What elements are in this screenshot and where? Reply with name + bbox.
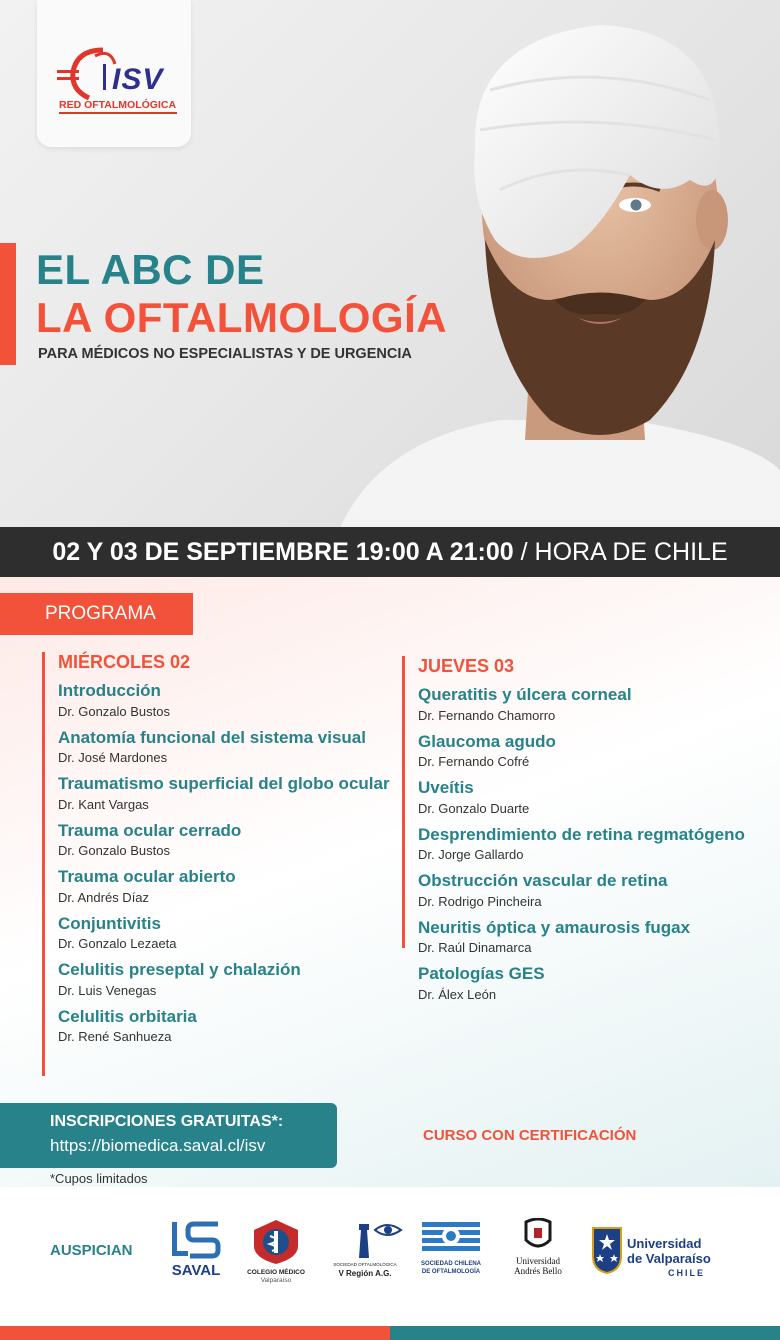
session-doctor: Dr. Gonzalo Duarte [418, 800, 530, 816]
day-label: JUEVES 03 [418, 656, 515, 676]
logo-subtitle: RED OFTALMOLÓGICA [59, 99, 177, 111]
striped-eye-icon [418, 1218, 484, 1258]
event-date: 02 Y 03 DE SEPTIEMBRE 19:00 A 21:00 [52, 538, 514, 566]
session-item [405, 683, 772, 725]
session-item [45, 819, 392, 861]
sponsors-label: AUSPICIAN [50, 1242, 133, 1259]
title-accent-bar [0, 243, 16, 365]
session-title: Uveítis [418, 778, 474, 797]
sponsor-name: SOCIEDAD OFTALMOLÓGICA [333, 1262, 397, 1267]
sponsor-unab-logo [506, 1218, 570, 1288]
saval-mark-icon [168, 1218, 224, 1260]
bandaged-man-image [300, 0, 780, 528]
session-item [405, 869, 772, 911]
session-doctor: Dr. Raúl Dinamarca [418, 940, 532, 955]
sponsor-name: Universidad [627, 1236, 702, 1251]
session-title: Queratitis y úlcera corneal [418, 685, 632, 704]
session-title: Trauma ocular cerrado [58, 820, 242, 840]
sponsor-sub: V Región A.G. [338, 1269, 392, 1278]
session-item [45, 772, 392, 814]
session-title: Celulitis orbitaria [58, 1006, 197, 1026]
session-title: Anatomía funcional del sistema visual [58, 727, 366, 747]
session-doctor: Dr. Rodrigo Pincheira [418, 893, 542, 909]
session-item [45, 912, 392, 954]
registration-title: INSCRIPCIONES GRATUITAS*: [50, 1113, 284, 1130]
logo-underline [59, 112, 177, 114]
session-item [45, 726, 392, 768]
session-item [405, 776, 772, 818]
session-title: Traumatismo superficial del globo ocular [58, 774, 390, 793]
session-item [45, 1005, 392, 1047]
session-title: Introducción [58, 681, 161, 700]
sponsor-sub: de Valparaíso [627, 1251, 711, 1266]
registration-link[interactable]: https://biomedica.saval.cl/isv [50, 1136, 266, 1155]
session-title: Trauma ocular abierto [58, 867, 236, 886]
date-bar [0, 527, 780, 577]
hero-banner [0, 0, 780, 528]
sponsor-soc-oftalmologica-logo [325, 1218, 405, 1288]
registration-box [0, 1103, 337, 1168]
session-item [45, 679, 392, 721]
sponsor-name: SAVAL [171, 1262, 221, 1279]
limited-spots-note: *Cupos limitados [50, 1171, 148, 1186]
sponsor-soc-chilena-logo [418, 1218, 484, 1288]
sponsor-sub: Valparaíso [260, 1277, 292, 1284]
sponsor-country: CHILE [668, 1268, 705, 1278]
session-title: Conjuntivitis [58, 913, 161, 933]
session-item [405, 730, 772, 772]
session-doctor: Dr. Fernando Cofré [418, 754, 530, 769]
session-title: Neuritis óptica y amaurosis fugax [418, 917, 691, 937]
day-column-wednesday [42, 652, 392, 1076]
page-subtitle: PARA MÉDICOS NO ESPECIALISTAS Y DE URGENCIA [38, 346, 412, 362]
page-title-line1: EL ABC DE [36, 246, 265, 293]
session-doctor: Dr. Luis Venegas [58, 982, 157, 998]
session-doctor: Dr. Andrés Díaz [58, 889, 150, 905]
session-item [405, 823, 772, 865]
session-doctor: Dr. René Sanhueza [58, 1029, 172, 1044]
lighthouse-eye-icon [325, 1218, 405, 1262]
university-crest-icon [506, 1218, 570, 1252]
certification-label: CURSO CON CERTIFICACIÓN [423, 1127, 637, 1144]
session-title: Patologías GES [418, 964, 545, 983]
footer-stripe-teal [390, 1326, 780, 1340]
session-item [45, 865, 392, 907]
sponsor-saval-logo [168, 1218, 224, 1288]
program-section [0, 577, 780, 1187]
sponsor-name: COLEGIO MÉDICO [247, 1269, 305, 1276]
sponsor-name: Universidad [516, 1256, 560, 1266]
session-item [45, 958, 392, 1000]
session-doctor: Dr. Álex León [418, 986, 497, 1002]
sponsor-sub: DE OFTALMOLOGÍA [421, 1269, 481, 1275]
session-title: Obstrucción vascular de retina [418, 871, 668, 890]
logo-brand: ISV [112, 63, 164, 96]
session-doctor: Dr. Kant Vargas [58, 796, 149, 812]
session-title: Celulitis preseptal y chalazión [58, 960, 301, 979]
program-tag: PROGRAMA [0, 593, 193, 635]
session-item [405, 962, 772, 1004]
session-doctor: Dr. Gonzalo Bustos [58, 703, 170, 719]
footer-stripe-coral [0, 1326, 390, 1340]
session-title: Glaucoma agudo [418, 731, 556, 751]
star-shield-icon [591, 1226, 623, 1274]
day-column-thursday [402, 656, 772, 1002]
medical-shield-icon [246, 1218, 306, 1264]
session-doctor: Dr. José Mardones [58, 750, 168, 765]
page-title-line2: LA OFTALMOLOGÍA [36, 294, 448, 341]
sponsor-uv-logo [591, 1218, 711, 1288]
session-doctor: Dr. Jorge Gallardo [418, 847, 524, 862]
sponsor-name: SOCIEDAD CHILENA [420, 1261, 481, 1267]
session-doctor: Dr. Gonzalo Lezaeta [58, 936, 177, 951]
isv-logo [37, 0, 191, 147]
event-timezone: / HORA DE CHILE [513, 538, 728, 566]
session-title: Desprendimiento de retina regmatógeno [418, 824, 745, 844]
day-label: MIÉRCOLES 02 [58, 652, 191, 672]
sponsor-sub: Andrés Bello [514, 1266, 562, 1276]
session-doctor: Dr. Gonzalo Bustos [58, 843, 170, 858]
session-item [405, 916, 772, 958]
sponsor-colegio-medico-logo [246, 1218, 306, 1288]
session-doctor: Dr. Fernando Chamorro [418, 707, 556, 723]
